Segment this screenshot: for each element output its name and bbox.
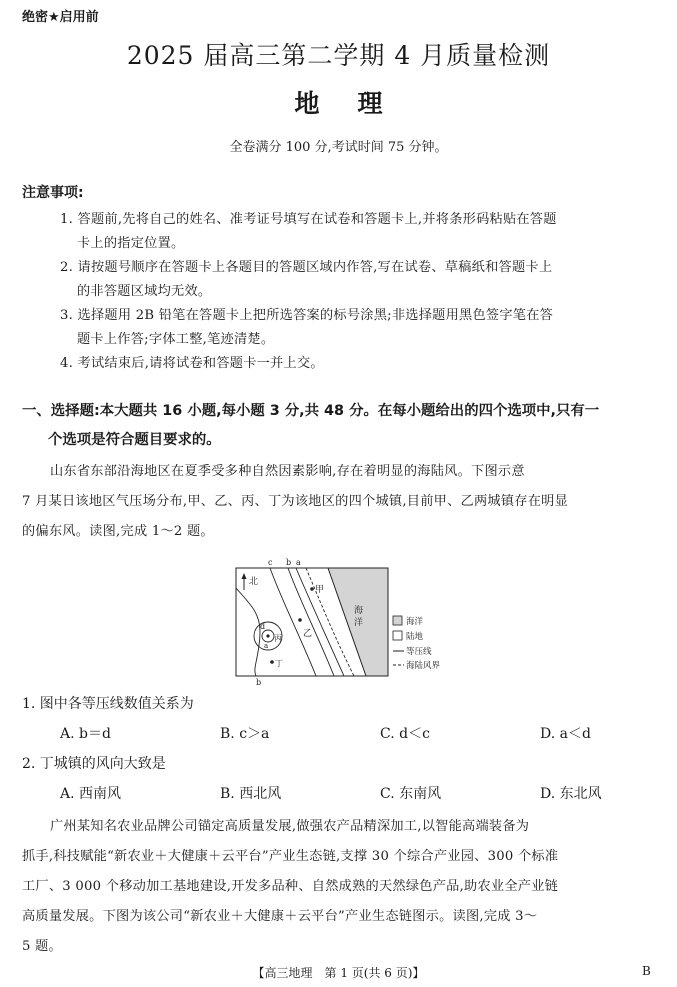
section-heading-line-2: 个选项是符合题目要求的。: [48, 432, 221, 448]
question-1-option-c: C. d＜c: [380, 726, 430, 742]
town-jia-label: 甲: [315, 585, 325, 595]
town-ding-label: 丁: [275, 659, 283, 668]
question-1-option-a: A. b＝d: [60, 726, 111, 742]
legend-land-swatch: [393, 631, 402, 640]
notice-item-1-line-1: 1. 答题前,先将自己的姓名、准考证号填写在试卷和答题卡上,并将条形码粘贴在答题: [60, 212, 557, 227]
passage-1-line-3: 的偏东风。读图,完成 1～2 题。: [22, 524, 214, 539]
notice-item-1-line-2: 卡上的指定位置。: [77, 236, 185, 251]
page-footer: 【高三地理 第 1 页(共 6 页)】: [252, 966, 425, 980]
notice-item-2-line-1: 2. 请按题号顺序在答题卡上各题目的答题区域内作答,写在试卷、草稿纸和答题卡上: [60, 260, 553, 275]
contour-label-d: d: [260, 622, 266, 631]
exam-title: 2025 届高三第二学期 4 月质量检测: [126, 41, 551, 70]
passage-2-line-3: 工厂、3 000 个移动加工基地建设,开发多品种、自然成熟的天然绿色产品,助农业全产业链: [22, 879, 559, 894]
question-1-option-b: B. c＞a: [220, 726, 270, 742]
paper-version: B: [642, 964, 651, 978]
town-jia-dot: [310, 587, 314, 591]
legend-ocean-swatch: [393, 616, 402, 625]
passage-1-line-1: 山东省东部沿海地区在夏季受多种自然因素影响,存在着明显的海陆风。下图示意: [50, 464, 525, 479]
contour-label-c: c: [268, 558, 273, 567]
score-info: 全卷满分 100 分,考试时间 75 分钟。: [229, 140, 448, 155]
notice-item-2-line-2: 的非答题区域均无效。: [77, 284, 212, 299]
notice-item-4: 4. 考试结束后,请将试卷和答题卡一并上交。: [60, 356, 324, 371]
passage-2-line-1: 广州某知名农业品牌公司锚定高质量发展,做强农产品精深加工,以智能高端装备为: [50, 819, 530, 834]
notice-item-3-line-1: 3. 选择题用 2B 铅笔在答题卡上把所选答案的标号涂黑;非选择题用黑色签字笔在答: [60, 308, 554, 323]
center-point: [266, 634, 269, 637]
passage-2-line-4: 高质量发展。下图为该公司“新农业＋大健康＋云平台”产业生态链图示。读图,完成 3～: [22, 909, 538, 924]
town-yi-dot: [298, 618, 302, 622]
sea-label-1: 海: [354, 606, 364, 616]
question-2-option-a: A. 西南风: [60, 786, 122, 802]
notice-item-3-line-2: 题卡上作答;字体工整,笔迹清楚。: [77, 332, 275, 347]
legend-boundary-label: 海陆风界: [406, 661, 441, 671]
question-2-option-d: D. 东北风: [540, 786, 602, 802]
question-1-stem: 1. 图中各等压线数值关系为: [22, 696, 194, 712]
contour-label-a: a: [296, 558, 301, 567]
town-ding-dot: [270, 660, 274, 664]
question-2-option-c: C. 东南风: [380, 786, 442, 802]
subject-title: 地理: [294, 89, 421, 118]
contour-label-b: b: [286, 558, 292, 567]
sea-label-2: 洋: [354, 618, 364, 628]
question-2-option-b: B. 西北风: [220, 786, 282, 802]
question-1-option-d: D. a＜d: [540, 726, 591, 742]
town-yi-label: 乙: [303, 629, 313, 639]
pressure-field-map: [230, 556, 460, 686]
passage-2-line-5: 5 题。: [22, 939, 62, 954]
contour-label-a-inner: a: [264, 642, 269, 650]
notice-heading: 注意事项:: [22, 185, 84, 201]
town-bing-label: 丙: [274, 634, 282, 643]
question-2-stem: 2. 丁城镇的风向大致是: [22, 756, 166, 772]
confidential-mark: 绝密★启用前: [22, 10, 99, 25]
legend-land-label: 陆地: [406, 632, 424, 642]
passage-1-line-2: 7 月某日该地区气压场分布,甲、乙、丙、丁为该地区的四个城镇,目前甲、乙两城镇存在明显: [22, 494, 569, 509]
legend-ocean-label: 海洋: [406, 617, 424, 627]
north-label: 北: [249, 577, 259, 587]
section-heading-line-1: 一、选择题:本大题共 16 小题,每小题 3 分,共 48 分。在每小题给出的四个选项中,只有一: [22, 403, 600, 419]
legend-isobar-label: 等压线: [406, 647, 432, 657]
contour-label-b-bottom: b: [256, 678, 262, 686]
passage-2-line-2: 抓手,科技赋能“新农业＋大健康＋云平台”产业生态链,支撑 30 个综合产业园、300 个标准: [22, 849, 559, 864]
